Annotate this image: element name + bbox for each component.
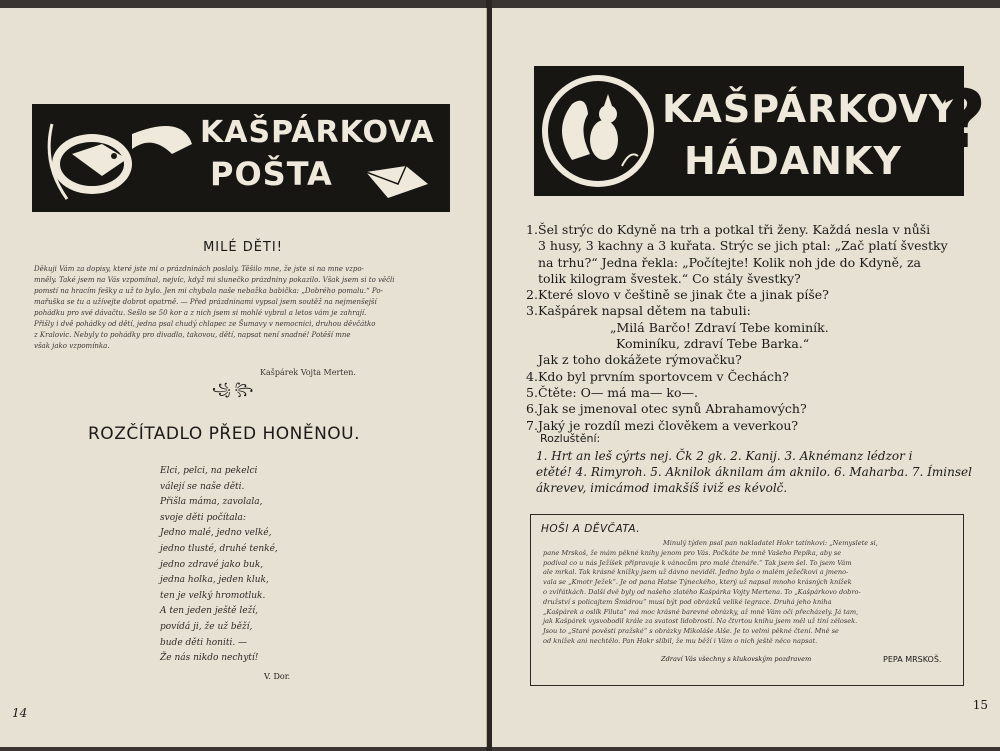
riddle-text: „Milá Barčo! Zdraví Tebe kominík. [610,319,829,335]
riddle-row [526,369,966,385]
riddle-row [526,271,966,287]
box-line: Minulý týden psal pan nakladatel Hokr tatínkovi: „Nemyslete si, [663,539,878,547]
riddle-text: Které slovo v češtině se jinak čte a jinak píše? [538,287,829,303]
poem-line: jedno zdravé jako buk, [160,559,264,570]
letter-line: však jako vzpomínka. [34,342,110,350]
kasparkova-posta-banner [32,104,450,212]
riddle-row [526,222,966,238]
box-line: o zvířátkách. Další dvě byly od našeho zlatého Kašpárka Vojty Mertena. To „Kašpárkovo dobro- [543,587,861,596]
poem-line: jedna holka, jeden kluk, [160,575,269,586]
box-line: pane Mrskoš, že mám pěkné knihy jenom pro Vás. Počkáte be mně Vašeho Pepíka, aby se [543,548,842,557]
riddle-text: Jak z toho dokážete rýmovačku? [538,352,742,368]
box-line: jak Kašpárek vysvobodil krále za svatost lidobrostí. Na čtvrtou knihu jsem měl už tiní zélosek. [543,617,858,626]
riddle-number: 1. [526,222,538,237]
letter-line: z Kralovic. Nebyly to pohádky pro divadlo, takovou, dětí, napsat není snadné! Potěší mne [34,331,351,339]
box-line: vala se „Kmotr Ježek“. Je od pana Hatse Týneckého, který už napsal mnoho krásných knížek [543,578,852,587]
banner-title-line2: HÁDANKY [684,139,902,183]
box-signature: PEPA MRSKOŠ. [883,655,942,664]
solution-line: etěté! 4. Rimyroh. 5. Aknilok áknilam ám aknilo. 6. Maharba. 7. Íminsel [536,465,972,479]
riddle-row [526,320,966,336]
poem-line: válejí se naše děti. [160,481,245,492]
riddle-number: 7. [526,417,538,433]
riddle-row [526,238,966,254]
letter-line: mařuška se tu a užívejte dobrot opatrně. — Před prázdninami vypsal jsem soutěž na nejmenšejší [34,298,377,306]
ornament-divider: ꧁ ꧂ [212,382,254,396]
letter-line: pohádku pro své dávačtu. Sešlo se 50 kor a z nich jsem si mohlé vybral a letos vám je zahrají. [34,309,367,317]
hosi-a-devcata-box [530,514,964,686]
letter-line: mněly. Také jsem na Vás vzpomínal, nejvíc, když mi slunečko prázdniny pokazilo. Však jsem si to věčli [34,276,395,284]
solutions-heading: Rozluštění: [540,432,601,445]
box-line: družství s policajtem Šmidrou“ musí být pod obrázků veliké legrace. Druhá jeho kniha [543,597,832,606]
letter-line: pomstí na hracím fešky a už to bylo. Jen mi chybala naše nebožka babička: „Dobrého pomalu.“ Po- [34,287,383,295]
poem-line: bude děti honiti. — [160,637,248,648]
riddle-row [526,287,966,303]
riddle-row [526,385,966,401]
letter-heading: MILÉ DĚTI! [203,240,283,255]
question-mark-icon: ? [940,73,987,166]
box-line: od knížek ani nechtělo. Pan Hokr slíbil, že mu běží i Vám o nich ještě něco napsat. [543,636,818,645]
riddle-text: tolik kilogram švestek.“ Co stály švestky? [538,270,801,286]
box-text [543,539,953,647]
kasparkovy-hadanky-banner [534,66,964,196]
poem-line: A ten jeden ještě leží, [160,606,259,617]
riddle-row [526,352,966,368]
solutions-text [536,448,976,496]
poem-author: V. Dor. [264,672,291,681]
riddle-text: Jaký je rozdíl mezi člověkem a veverkou? [538,417,799,433]
poem-line: Přišla máma, zavolala, [160,497,263,508]
letter-line: Přišly i dvě pohádky od dětí, jedna psal chudý chlapec ze Šumavy v nemocnici, druhou děvčátko [34,320,376,328]
letter-signature: Kašpárek Vojta Merten. [260,368,356,377]
riddle-row [526,401,966,417]
left-page [0,8,487,747]
riddle-number: 3. [526,303,538,319]
riddle-row [526,336,966,352]
poem-line: jedno tlusté, druhé tenké, [160,543,278,554]
riddles-list [526,222,966,434]
squirrel-icon [538,70,658,192]
riddle-row [526,303,966,319]
poem-body [160,464,278,667]
poem-line: Že nás nikdo nechytí! [160,653,259,664]
riddle-text: Kašpárek napsal dětem na tabuli: [538,303,751,319]
riddle-text: 3 husy, 3 kachny a 3 kuřata. Strýc se jich ptal: „Zač platí švestky [538,238,948,254]
bird-with-horn-icon [32,104,192,212]
editor-letter [34,264,452,352]
riddle-text: Čtěte: O— má ma— ko—. [538,384,698,400]
box-line: Jsou to „Staré pověsti pražské“ s obrázky Mikoláše Alše. Je to velmi pěkné čtení. Mně se [543,627,839,636]
riddle-text: na trhu?“ Jedna řekla: „Počítejte! Kolik noh jde do Kdyně, za [538,254,921,270]
envelope-icon [362,162,432,202]
riddle-number: 6. [526,401,538,417]
letter-line: Děkuji Vám za dopisy, které jste mi o prázdninách poslaly. Těšilo mne, že jste si na mne vzpo- [34,265,364,273]
solution-line: 1. Hrt an leš cýrts nej. Čk 2 gk. 2. Kanij. 3. Aknémanz lédzor i [536,449,913,463]
poem-title: ROZČÍTADLO PŘED HONĚNOU. [88,424,361,444]
box-line: „Kašpárek a oslík Filuta“ má moc krásné barevné obrázky, až mně Vám oči přecházely. Já tam, [543,607,859,616]
page-number: 15 [972,698,988,712]
poem-line: Elci, pelci, na pekelci [160,466,258,476]
box-greeting: Zdraví Vás všechny s klukovským pozdravem [661,655,812,663]
riddle-text: Kominíku, zdraví Tebe Barka.“ [616,336,810,352]
right-page [492,8,1000,747]
box-line: podíval co u nás Ježíšek připravuje k vánocům pro malé čtenáře.“ Tak jsem šel. To jsem Vám [543,558,852,567]
riddle-text: Jak se jmenoval otec synů Abrahamových? [538,401,807,417]
riddle-row [526,255,966,271]
box-heading: HOŠI A DĚVČATA. [541,523,641,535]
riddle-text: Šel strýc do Kdyně na trh a potkal tři ženy. Každá nesla v nůši [538,222,931,237]
banner-title-line1: KAŠPÁRKOVA [200,115,435,150]
poem-line: ten je velký hromotluk. [160,590,266,601]
riddle-number: 4. [526,368,538,384]
banner-title-line2: POŠTA [210,155,333,193]
poem-line: Jedno malé, jedno velké, [160,528,272,539]
riddle-text: Kdo byl prvním sportovcem v Čechách? [538,368,789,384]
page-number: 14 [12,706,28,720]
riddle-number: 2. [526,287,538,303]
box-line: ale mrkal. Tak krásné knížky jsem už dávno neviděl. Jedno byla o malém ježečkovi a jmeno- [543,568,849,577]
riddle-number: 5. [526,384,538,400]
poem-line: povídá ji, že už běží, [160,621,253,632]
banner-title-line1: KAŠPÁRKOVY [662,87,958,131]
solution-line: ákrevev, imicámod imakšíš iviž es kévolč. [536,481,788,495]
poem-line: svoje děti počítala: [160,512,246,523]
